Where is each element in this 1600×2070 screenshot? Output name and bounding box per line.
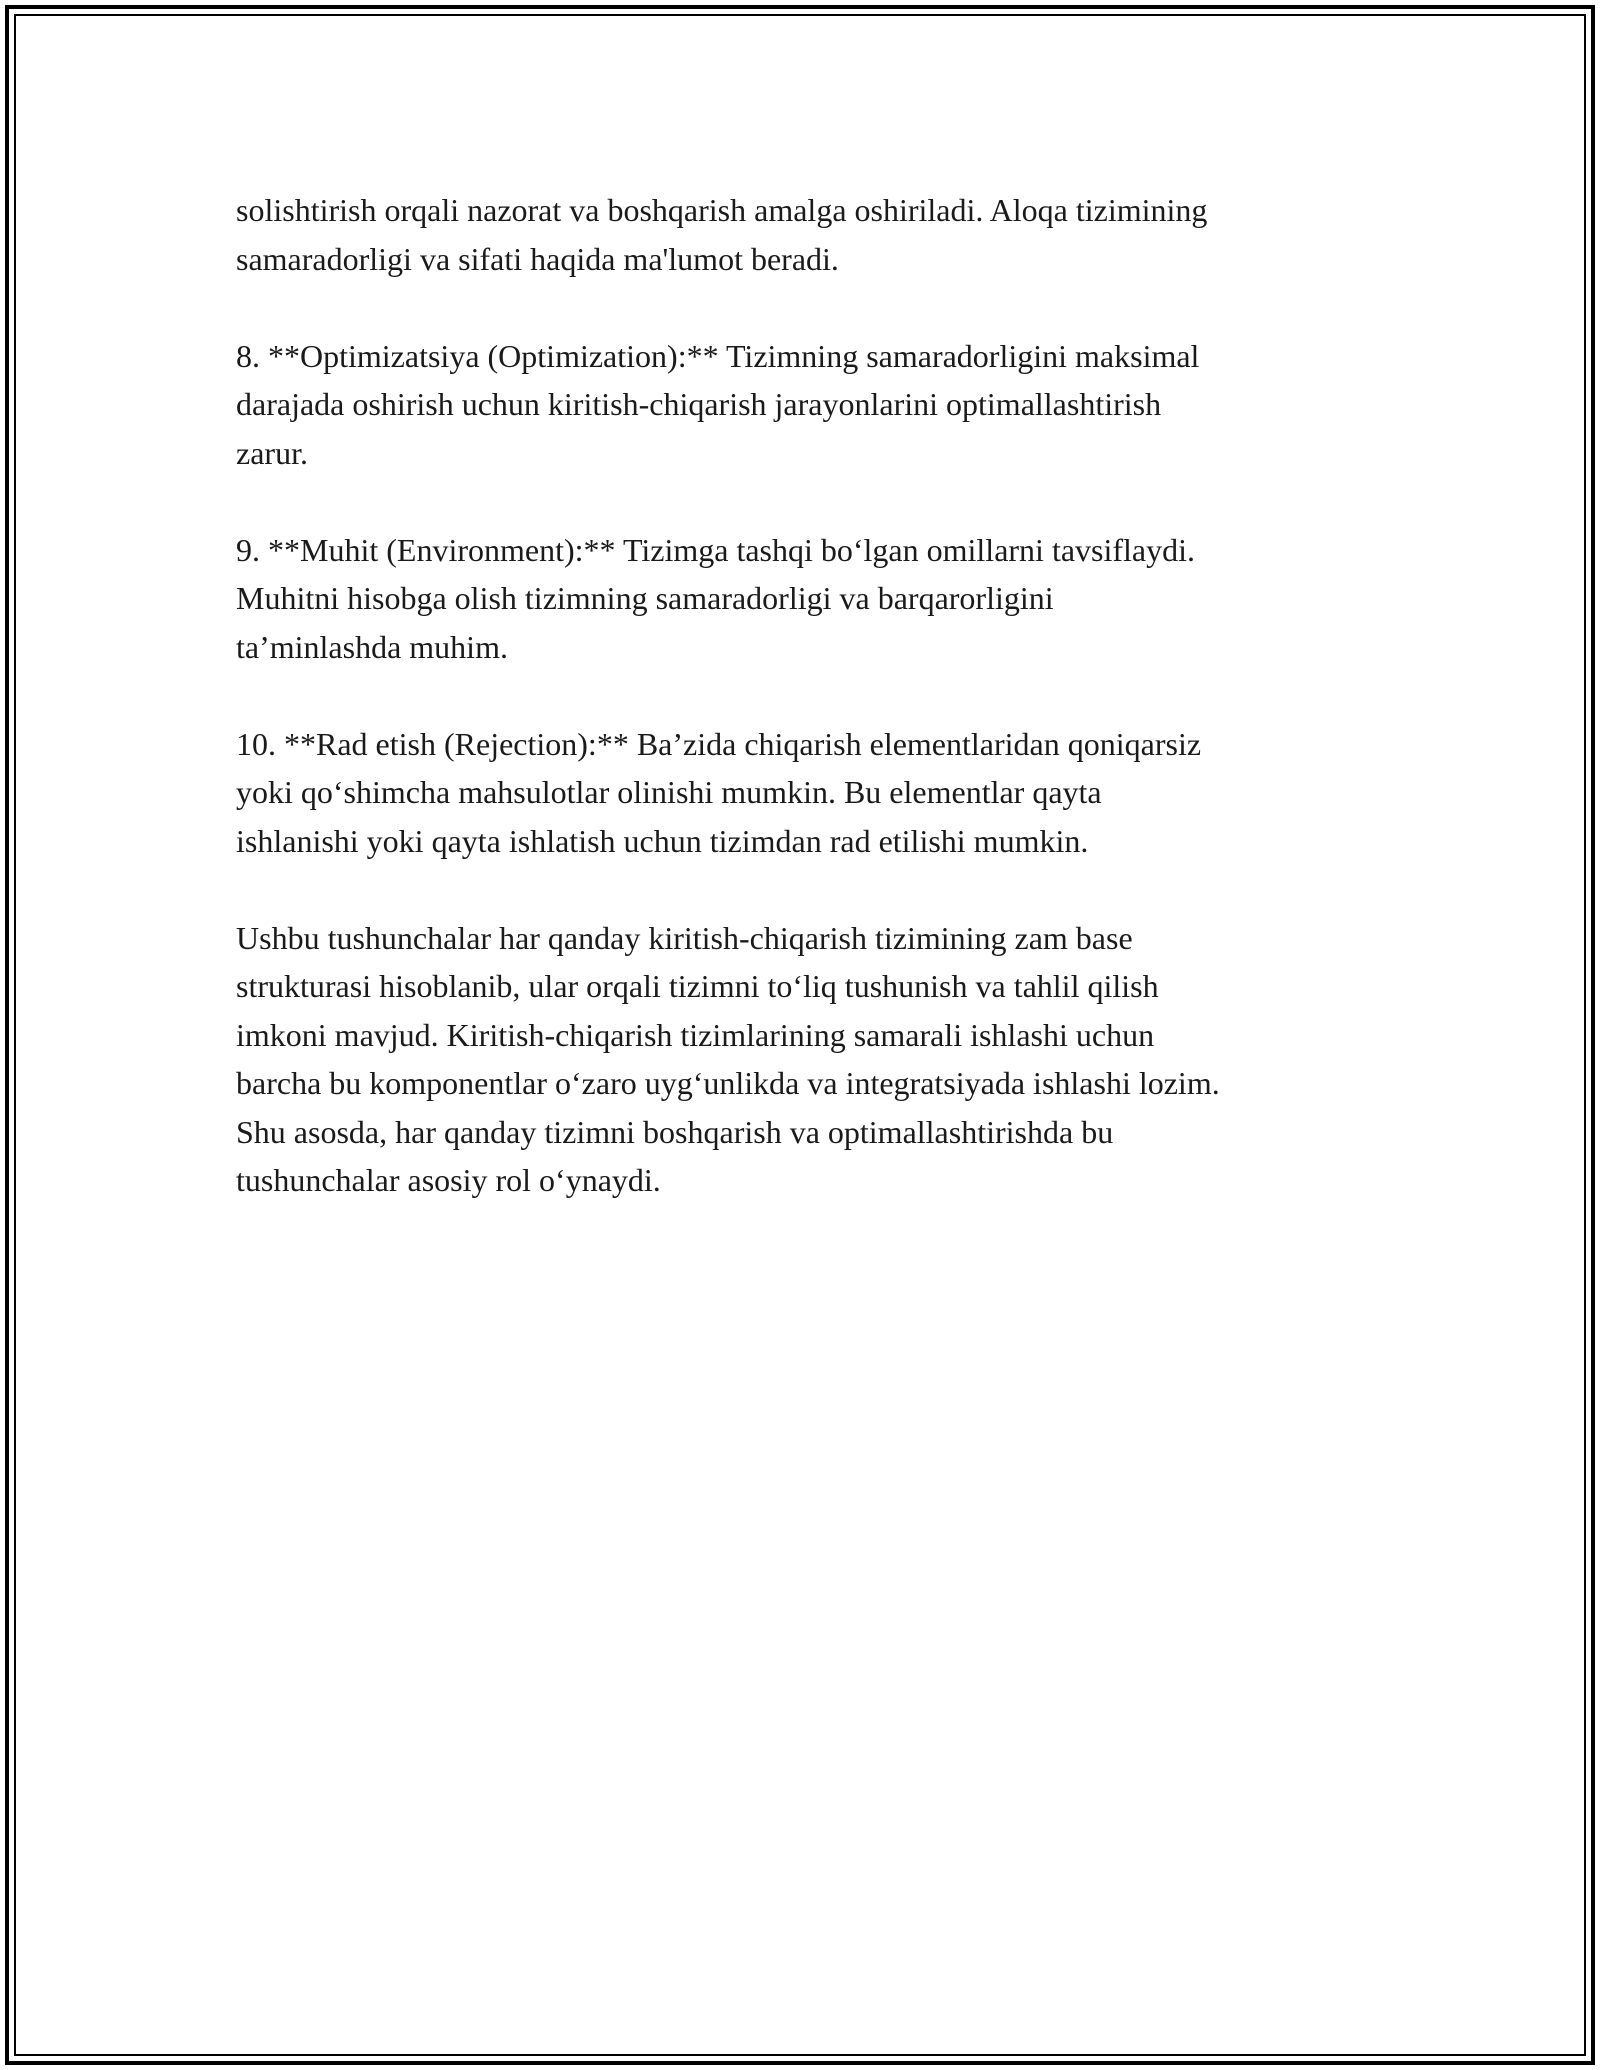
paragraph-item-10-rejection: 10. **Rad etish (Rejection):** Ba’zida chiqarish elementlaridan qoniqarsiz yoki qo‘shimcha mahsulotlar olinishi mumkin. Bu elementlar qayta ishlanishi yoki qayta ishlatish uchun tizimdan rad etilishi mumkin. bbox=[236, 725, 1202, 859]
paragraph-conclusion: Ushbu tushunchalar har qanday kiritish-chiqarish tizimining zam base strukturasi hisoblanib, ular orqali tizimni to‘liq tushunish va tahlil qilish imkoni mavjud. Kiritish-chiqarish tizimlarining samarali ishlashi uchun barcha bu komponentlar o‘zaro uyg‘unlikda va integratsiyada ishlashi lozim. Shu asosda, har qanday tizimni boshqarish va optimallashtirishda bu tushunchalar asosiy rol o‘ynaydi. bbox=[236, 919, 1220, 1198]
paragraph-item-9-environment: 9. **Muhit (Environment):** Tizimga tashqi bo‘lgan omillarni tavsiflaydi. Muhitni hisobga olish tizimning samaradorligi va barqarorligini ta’minlashda muhim. bbox=[236, 531, 1196, 665]
document-body bbox=[236, 186, 1376, 1253]
paragraph-item-8-optimization: 8. **Optimizatsiya (Optimization):** Tizimning samaradorligini maksimal darajada oshirish uchun kiritish-chiqarish jarayonlarini optimallashtirish zarur. bbox=[236, 337, 1200, 471]
paragraph-continuation: solishtirish orqali nazorat va boshqarish amalga oshiriladi. Aloqa tizimining samaradorligi va sifati haqida ma'lumot beradi. bbox=[236, 192, 1208, 277]
